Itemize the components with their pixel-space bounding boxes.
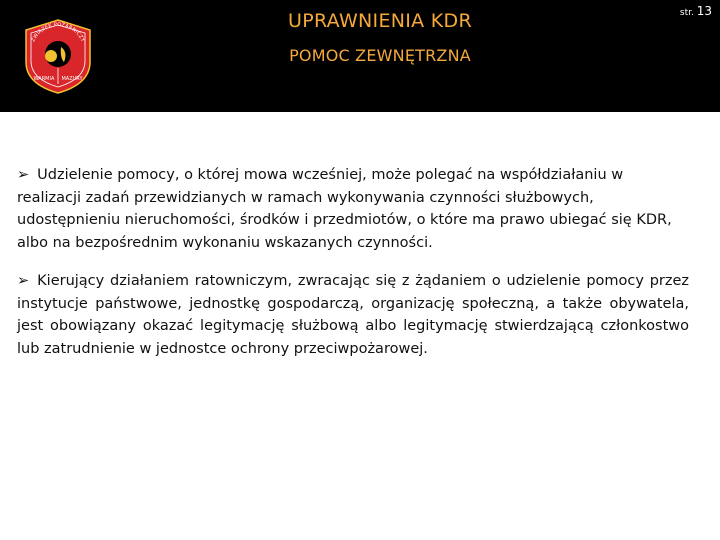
slide-body	[17, 164, 689, 376]
page-subtitle: POMOC ZEWNĘTRZNA	[289, 46, 471, 65]
paragraph-text-2: Kierujący działaniem ratowniczym, zwracając się z żądaniem o udzielenie pomocy przez instytucje państwowe, jednostkę gospodarczą, organizację społeczną, a także obywatela, jest obowiązany okazać legitymację służbową albo legitymację stwierdzającą członkostwo lub zatrudnienie w jednostce ochrony przeciwpożarowej.	[17, 273, 689, 357]
logo-text-right: MAZURY	[61, 76, 83, 82]
bullet-paragraph-2	[17, 270, 689, 360]
logo-text-left: WARMIA	[33, 76, 55, 82]
logo-text-top: ZWIĄZEK POŻARNICZY	[30, 21, 86, 43]
page-title: UPRAWNIENIA KDR	[287, 10, 472, 32]
page-number-value: 13	[696, 4, 712, 18]
paragraph-text-1: Udzielenie pomocy, o której mowa wcześniej, może polegać na współdziałaniu w realizacji zadań przewidzianych w ramach wykonywania czynności służbowych, udostępnieniu nieruchomości, środków i przedmiotów, o które ma prawo ubiegać się KDR, albo na bezpośrednim wykonaniu wskazanych czynności.	[17, 167, 672, 251]
page-number	[680, 4, 712, 18]
arrow-bullet-icon: ➢	[17, 167, 30, 183]
arrow-bullet-icon: ➢	[17, 273, 30, 289]
header-bar	[0, 0, 720, 112]
page-number-prefix: str.	[679, 8, 694, 18]
bullet-paragraph-1	[17, 164, 689, 254]
